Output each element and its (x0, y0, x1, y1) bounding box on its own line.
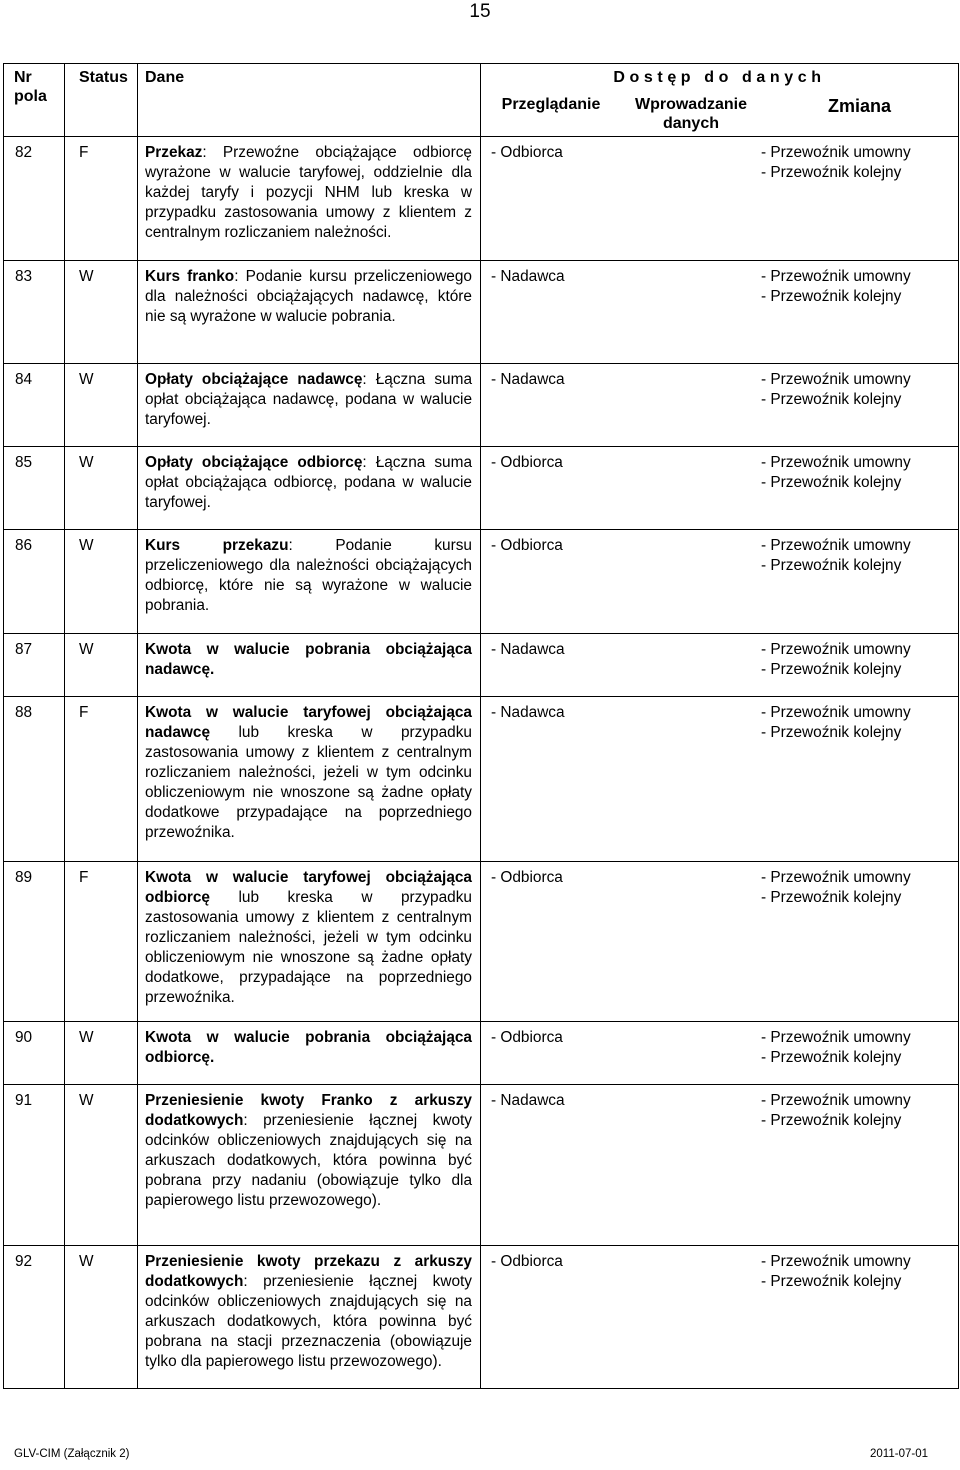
access-przegladanie: - Odbiorca (491, 537, 563, 554)
access-zmiana (761, 640, 911, 680)
access-zmiana (761, 1028, 911, 1068)
field-number: 86 (4, 530, 65, 634)
access-zmiana-item: - Przewoźnik umowny (761, 454, 911, 471)
table-row (4, 1246, 959, 1389)
field-text: : Podanie kursu przeliczeniowego dla należności obciążających nadawcę, które nie są wyrażone w walucie pobrania. (145, 268, 472, 325)
table-row (4, 530, 959, 634)
field-access (481, 530, 959, 634)
table-header-row (4, 64, 959, 137)
access-zmiana-item: - Przewoźnik kolejny (761, 1112, 902, 1129)
field-text: lub kreska w przypadku zastosowania umowy z klientem z centralnym rozliczaniem należności, jeżeli w tym odcinku obliczeniowym nie wnoszone są żadne opłaty dodatkowe przypadające na poprzedniego przewoźnika. (145, 724, 472, 841)
header-przegladanie: Przeglądanie (501, 96, 601, 113)
field-label: Opłaty obciążające nadawcę (145, 371, 363, 388)
field-access (481, 1022, 959, 1085)
access-zmiana (761, 143, 911, 183)
field-description (138, 364, 481, 447)
table-row (4, 1085, 959, 1246)
table-row (4, 137, 959, 261)
access-zmiana-item: - Przewoźnik umowny (761, 268, 911, 285)
access-title: Dostęp do danych (613, 69, 826, 86)
header-status: Status (65, 64, 138, 137)
field-text: : Łączna suma opłat obciążająca nadawcę, podana w walucie taryfowej. (145, 371, 472, 428)
access-przegladanie: - Nadawca (491, 268, 565, 285)
field-label: Kwota w walucie pobrania obciążająca odbiorcę. (145, 1029, 472, 1066)
field-label: Kwota w walucie taryfowej obciążająca nadawcę (145, 704, 472, 741)
field-status: W (65, 1085, 138, 1246)
access-przegladanie: - Nadawca (491, 641, 565, 658)
field-access (481, 137, 959, 261)
access-zmiana (761, 868, 911, 908)
field-status: F (65, 697, 138, 862)
access-zmiana-item: - Przewoźnik umowny (761, 1092, 911, 1109)
field-label: Przekaz (145, 144, 203, 161)
header-nr-pola: Nr pola (4, 64, 65, 137)
access-zmiana-item: - Przewoźnik kolejny (761, 1273, 902, 1290)
access-przegladanie: - Odbiorca (491, 144, 563, 161)
field-status: W (65, 634, 138, 697)
page-number: 15 (469, 1, 491, 22)
field-description (138, 697, 481, 862)
field-label: Kwota w walucie taryfowej obciążająca odbiorcę (145, 869, 472, 906)
field-description (138, 1085, 481, 1246)
access-zmiana-item: - Przewoźnik umowny (761, 1029, 911, 1046)
access-zmiana-item: - Przewoźnik kolejny (761, 164, 902, 181)
field-access (481, 1085, 959, 1246)
field-text: : Podanie kursu przeliczeniowego dla należności obciążających odbiorcę, które nie są wyrażone w walucie pobrania. (145, 537, 472, 614)
field-description (138, 530, 481, 634)
access-zmiana-item: - Przewoźnik kolejny (761, 391, 902, 408)
field-description (138, 137, 481, 261)
field-text: : Przewoźne obciążające odbiorcę wyrażone w walucie taryfowej, oddzielnie dla każdej taryfy i pozycji NHM lub kreska w przypadku zastosowania umowy z klientem z centralnym rozliczaniem należności. (145, 144, 472, 241)
field-access (481, 364, 959, 447)
access-przegladanie: - Nadawca (491, 1092, 565, 1109)
table-row (4, 1022, 959, 1085)
access-zmiana (761, 536, 911, 576)
access-zmiana (761, 703, 911, 743)
field-number: 85 (4, 447, 65, 530)
access-zmiana-item: - Przewoźnik umowny (761, 704, 911, 721)
field-number: 92 (4, 1246, 65, 1389)
field-access (481, 447, 959, 530)
field-status: W (65, 261, 138, 364)
field-number: 90 (4, 1022, 65, 1085)
table-row (4, 261, 959, 364)
field-description (138, 862, 481, 1022)
field-access (481, 862, 959, 1022)
access-zmiana (761, 453, 911, 493)
table-row (4, 862, 959, 1022)
access-zmiana-item: - Przewoźnik kolejny (761, 724, 902, 741)
table-row (4, 447, 959, 530)
access-przegladanie: - Odbiorca (491, 1253, 563, 1270)
table-row (4, 364, 959, 447)
access-przegladanie: - Nadawca (491, 371, 565, 388)
access-zmiana (761, 1252, 911, 1292)
field-number: 87 (4, 634, 65, 697)
field-status: F (65, 862, 138, 1022)
access-zmiana-item: - Przewoźnik umowny (761, 869, 911, 886)
field-text: : przeniesienie łącznej kwoty odcinków obliczeniowych znajdujących się na arkuszach dodatkowych, która powinna być pobrana na stacji przeznaczenia (obowiązuje tylko dla papierowego listu przewozowego). (145, 1273, 472, 1370)
access-zmiana-item: - Przewoźnik kolejny (761, 557, 902, 574)
field-label: Kwota w walucie pobrania obciążająca nadawcę. (145, 641, 472, 678)
access-zmiana (761, 1091, 911, 1131)
field-number: 82 (4, 137, 65, 261)
access-przegladanie: - Nadawca (491, 704, 565, 721)
access-przegladanie: - Odbiorca (491, 454, 563, 471)
field-text: : Łączna suma opłat obciążająca odbiorcę, podana w walucie taryfowej. (145, 454, 472, 511)
footer-date: 2011-07-01 (870, 1448, 928, 1460)
field-text: : przeniesienie łącznej kwoty odcinków obliczeniowych znajdujących się na arkuszach dodatkowych, która powinna być pobrana przy nadaniu (obowiązuje tylko dla papierowego listu przewozowego). (145, 1112, 472, 1209)
access-zmiana-item: - Przewoźnik kolejny (761, 661, 902, 678)
access-zmiana-item: - Przewoźnik kolejny (761, 889, 902, 906)
field-description (138, 634, 481, 697)
access-zmiana-item: - Przewoźnik umowny (761, 1253, 911, 1270)
table-row (4, 697, 959, 862)
data-fields-table (3, 63, 959, 1389)
field-access (481, 634, 959, 697)
field-description (138, 1246, 481, 1389)
access-zmiana-item: - Przewoźnik kolejny (761, 474, 902, 491)
field-label: Kurs przekazu (145, 537, 289, 554)
table-row (4, 634, 959, 697)
field-label: Przeniesienie kwoty Franko z arkuszy dodatkowych (145, 1092, 472, 1129)
access-przegladanie: - Odbiorca (491, 869, 563, 886)
field-access (481, 261, 959, 364)
header-wprowadzanie: Wprowadzanie danych (634, 96, 747, 132)
field-number: 84 (4, 364, 65, 447)
access-zmiana-item: - Przewoźnik kolejny (761, 1049, 902, 1066)
field-number: 83 (4, 261, 65, 364)
field-description (138, 261, 481, 364)
field-number: 88 (4, 697, 65, 862)
field-status: W (65, 1246, 138, 1389)
header-access (481, 64, 959, 137)
access-zmiana-item: - Przewoźnik umowny (761, 371, 911, 388)
footer-document-id: GLV-CIM (Załącznik 2) (14, 1448, 130, 1460)
field-status: F (65, 137, 138, 261)
field-label: Kurs franko (145, 268, 235, 285)
field-description (138, 447, 481, 530)
field-label: Opłaty obciążające odbiorcę (145, 454, 363, 471)
field-status: W (65, 364, 138, 447)
field-access (481, 697, 959, 862)
header-zmiana: Zmiana (827, 96, 892, 116)
header-dane: Dane (138, 64, 481, 137)
field-label: Przeniesienie kwoty przekazu z arkuszy dodatkowych (145, 1253, 472, 1290)
field-description (138, 1022, 481, 1085)
field-status: W (65, 447, 138, 530)
field-status: W (65, 1022, 138, 1085)
access-zmiana-item: - Przewoźnik umowny (761, 641, 911, 658)
access-zmiana-item: - Przewoźnik umowny (761, 144, 911, 161)
access-zmiana-item: - Przewoźnik kolejny (761, 288, 902, 305)
access-przegladanie: - Odbiorca (491, 1029, 563, 1046)
access-zmiana (761, 370, 911, 410)
field-number: 91 (4, 1085, 65, 1246)
field-status: W (65, 530, 138, 634)
field-number: 89 (4, 862, 65, 1022)
field-access (481, 1246, 959, 1389)
access-zmiana-item: - Przewoźnik umowny (761, 537, 911, 554)
access-zmiana (761, 267, 911, 307)
field-text: lub kreska w przypadku zastosowania umowy z klientem z centralnym rozliczaniem należności, jeżeli w tym odcinku obliczeniowym nie wnoszone są żadne opłaty dodatkowe, przypadające na poprzedniego przewoźnika. (145, 889, 472, 1006)
